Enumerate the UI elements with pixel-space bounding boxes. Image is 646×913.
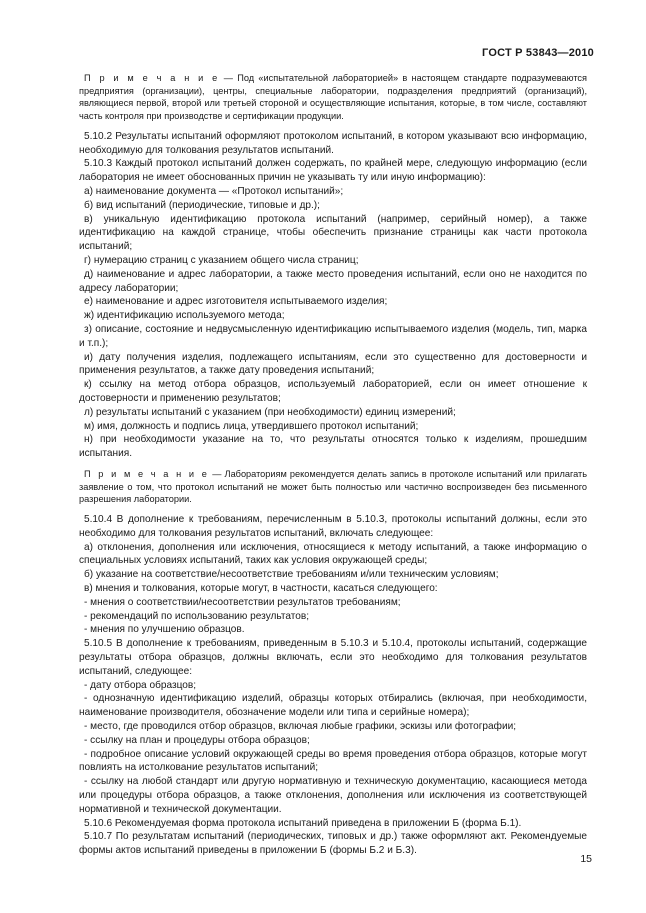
note-label: П р и м е ч а н и е: [84, 73, 220, 83]
clause-5-10-3: 5.10.3 Каждый протокол испытаний должен содержать, по крайней мере, следующую информацию (если лаборатория не имеет обоснованных причин не указывать ту или иную информацию):: [79, 158, 587, 184]
page-number: 15: [580, 853, 592, 865]
list-item: - однозначную идентификацию изделий, образцы которых отбирались (включая, при необходимости, наименование производителя, обозначение модели или типа и серийные номера);: [79, 693, 587, 719]
list-item: а) наименование документа — «Протокол испытаний»;: [84, 186, 344, 197]
note-text: — Лабораториям рекомендуется делать запись в протоколе испытаний или прилагать заявление о том, что протокол испытаний не может быть полностью или частично воспроизведен без письменного разрешения лаборатории.: [79, 468, 587, 505]
list-item: - рекомендаций по использованию результатов;: [84, 610, 310, 622]
list-item: и) дату получения изделия, подлежащего испытаниям, если это существенно для достоверности и применения результатов, а также дату проведения испытаний;: [79, 351, 587, 377]
list-item: - дату отбора образцов;: [84, 679, 197, 691]
list-item: а) отклонения, дополнения или исключения, относящиеся к методу испытаний, а также информацию о специальных условиях испытаний, таких как условия окружающей среды;: [79, 541, 587, 567]
standard-header: ГОСТ Р 53843—2010: [482, 47, 594, 59]
list-item: - место, где проводился отбор образцов, включая любые графики, эскизы или фотографии;: [84, 721, 517, 732]
list-item: к) ссылку на метод отбора образцов, используемый лабораторией, если он имеет отношение к достоверности и применению результатов;: [79, 379, 587, 404]
note-text: — Под «испытательной лабораторией» в настоящем стандарте подразумеваются предприятия (организации), центры, специальные лаборатории, подразделения предприятий (организаций), являющиеся первой, второй или третьей стороной и осуществляющие испытания, которые, в том числе, составляют часть контроля при производстве и сертификации продукции.: [79, 73, 587, 122]
list-item: д) наименование и адрес лаборатории, а также место проведения испытаний, если оно не находится по адресу лаборатории;: [79, 268, 587, 294]
clause-5-10-6: 5.10.6 Рекомендуемая форма протокола испытаний приведена в приложении Б (форма Б.1).: [84, 817, 522, 829]
list-item: - ссылку на любой стандарт или другую нормативную и техническую документацию, касающиеся метода или процедуры отбора образцов, а также отклонения, дополнения или исключения из соответствующей нормативной и технической документации.: [79, 776, 587, 815]
clause-5-10-5: 5.10.5 В дополнение к требованиям, приведенным в 5.10.3 и 5.10.4, протоколы испытаний, содержащие результаты отбора образцов, должны включать, если это необходимо для толкования результатов испытаний, следующее:: [79, 638, 587, 677]
list-item: г) нумерацию страниц с указанием общего числа страниц;: [84, 254, 359, 266]
clause-5-10-7: 5.10.7 По результатам испытаний (периодических, типовых и др.) также оформляют акт. Рекомендуемые формы актов испытаний приведены в приложении Б (формы Б.2 и Б.3).: [79, 831, 587, 857]
list-item: м) имя, должность и подпись лица, утвердившего протокол испытаний;: [84, 420, 419, 432]
clause-5-10-4: 5.10.4 В дополнение к требованиям, перечисленным в 5.10.3, протоколы испытаний должны, если это необходимо для толкования результатов испытаний, включать следующее:: [79, 514, 587, 539]
list-item: н) при необходимости указание на то, что результаты относятся только к изделиям, прошедшим испытания.: [79, 434, 587, 460]
list-item: б) указание на соответствие/несоответствие требованиям и/или техническим условиям;: [84, 569, 499, 581]
list-item: - мнения по улучшению образцов.: [84, 624, 245, 636]
note-testing-laboratory: [79, 72, 587, 123]
page-body: [79, 72, 587, 858]
list-item: б) вид испытаний (периодические, типовые и др.);: [84, 199, 320, 211]
list-item: л) результаты испытаний с указанием (при необходимости) единиц измерений;: [84, 406, 456, 418]
list-item: - ссылку на план и процедуры отбора образцов;: [84, 734, 310, 746]
list-item: ж) идентификацию используемого метода;: [84, 310, 285, 322]
list-item: в) уникальную идентификацию протокола испытаний (например, серийный номер), а также идентификацию на каждой странице, чтобы обеспечить признание страницы как части протокола испытаний;: [79, 213, 587, 253]
list-item: в) мнения и толкования, которые могут, в частности, касаться следующего:: [84, 583, 438, 595]
note-label: П р и м е ч а н и е: [84, 468, 210, 479]
note-reproduction: [79, 468, 587, 506]
list-item: е) наименование и адрес изготовителя испытываемого изделия;: [84, 296, 388, 308]
list-item: з) описание, состояние и недвусмысленную идентификацию испытываемого изделия (модель, тип, марка и т.п.);: [79, 323, 587, 349]
clause-5-10-2: 5.10.2 Результаты испытаний оформляют протоколом испытаний, в котором указывают всю информацию, необходимую для толкования результатов испытаний.: [79, 130, 587, 156]
list-item: - подробное описание условий окружающей среды во время проведения отбора образцов, которые могут повлиять на истолкование результатов испытаний;: [79, 748, 587, 774]
list-item: - мнения о соответствии/несоответствии результатов требованиям;: [84, 596, 401, 608]
